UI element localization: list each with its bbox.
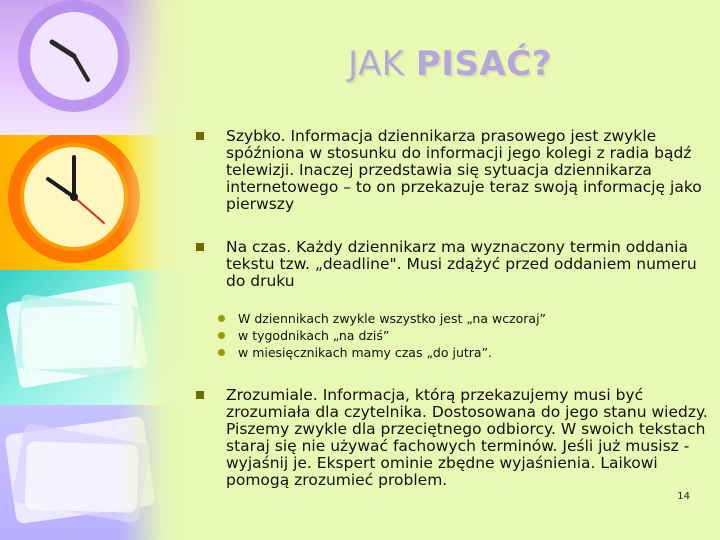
strip-fade	[120, 0, 178, 540]
square-bullet-icon	[196, 391, 204, 399]
bullet-item-1	[196, 128, 708, 213]
sub-item-3-text: w miesięcznikach mamy czas „do jutra”.	[238, 345, 493, 360]
item-2-text: . Każdy dziennikarz ma wyznaczony termin oddania tekstu tzw. „deadline". Musi zdążyć przed oddaniem numeru do druku	[226, 238, 697, 290]
item-3-text: . Informacja, którą przekazujemy musi być zrozumiała dla czytelnika. Dostosowana do jego stanu wiedzy. Piszemy zwykle dla przeciętnego odbiorcy. W swoich tekstach staraj się nie używać fachowych terminów. Jeśli już musisz - wyjaśnij je. Ekspert ominie zbędne wyjaśnienia. Laikowi pomogą zrozumieć problem.	[226, 386, 708, 489]
item-1-text: . Informacja dziennikarza prasowego jest zwykle spóźniona w stosunku do informacji jego kolegi z radia bądź telewizji. Inaczej przedstawia się sytuacja dziennikarza internetowego – to on przekazuje teraz swoją informację jako pierwszy	[226, 127, 702, 213]
square-bullet-icon	[196, 132, 204, 140]
title-part-1: JAK	[348, 44, 405, 84]
title-part-2: PISAĆ?	[415, 44, 552, 84]
item-2-lead: Na czas	[226, 238, 287, 256]
round-bullet-icon	[218, 332, 225, 339]
sub-item-2	[208, 327, 708, 344]
sub-item-2-text: w tygodnikach „na dziś”	[238, 328, 390, 343]
sub-list	[208, 310, 708, 361]
sub-item-1	[208, 310, 708, 327]
round-bullet-icon	[218, 349, 225, 356]
slide-content	[196, 128, 708, 489]
item-3-lead: Zrozumiale	[226, 386, 313, 404]
sub-item-3	[208, 344, 708, 361]
bullet-item-3	[196, 387, 708, 489]
page-number: 14	[677, 491, 690, 502]
square-bullet-icon	[196, 243, 204, 251]
bullet-item-2	[196, 239, 708, 290]
round-bullet-icon	[218, 315, 225, 322]
sub-item-1-text: W dziennikach zwykle wszystko jest „na wczoraj”	[238, 311, 547, 326]
decorative-photo-strip	[0, 0, 178, 540]
item-1-lead: Szybko	[226, 127, 281, 145]
slide-title	[300, 44, 600, 84]
